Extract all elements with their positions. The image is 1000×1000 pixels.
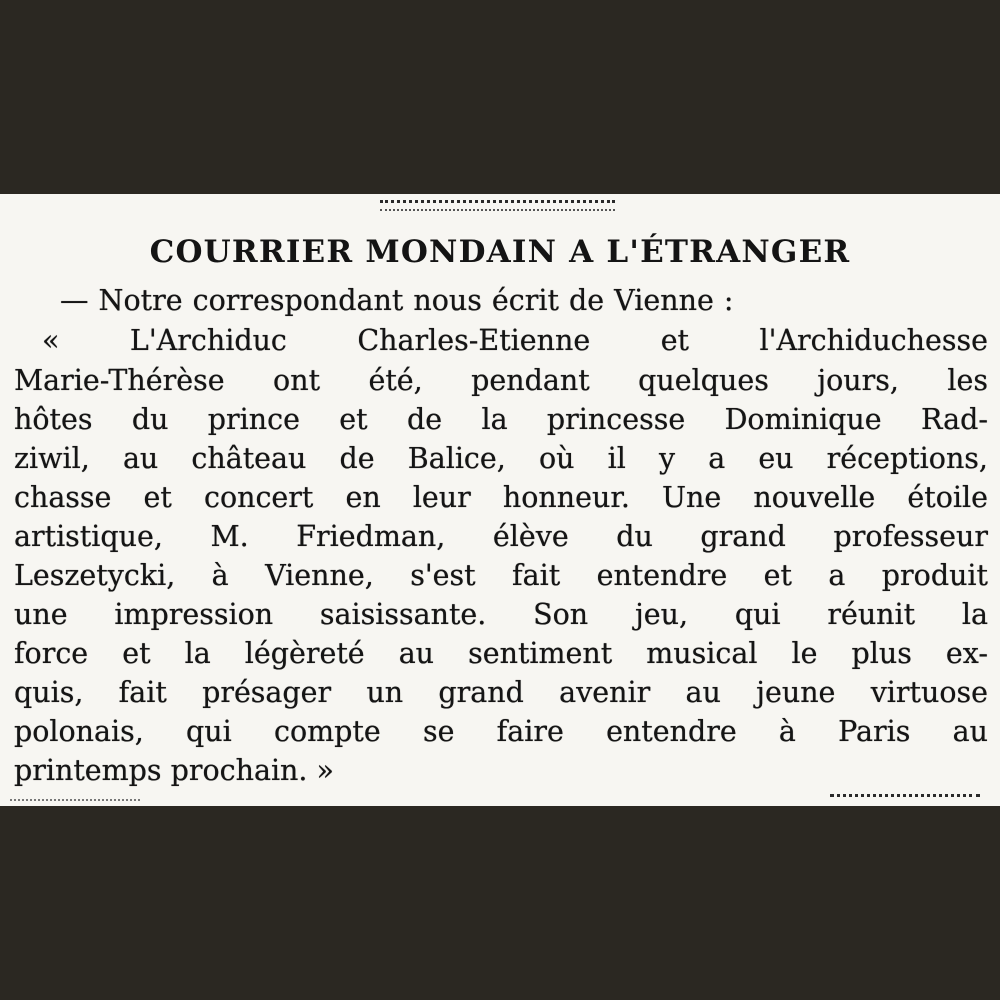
article-line-7: artistique, M. Friedman, élève du grand professeur — [14, 520, 988, 553]
article-line-10: force et la légèreté au sentiment musical le plus ex- — [14, 637, 988, 670]
decorative-rule-bottom-left — [10, 799, 140, 804]
article-line-2: « L'Archiduc Charles-Etienne et l'Archiduchesse — [42, 324, 988, 357]
decorative-rule-top — [380, 200, 615, 211]
article-line-13: printemps prochain. » — [14, 754, 334, 787]
newspaper-clipping — [0, 194, 1000, 806]
article-line-3: Marie-Thérèse ont été, pendant quelques jours, les — [14, 364, 988, 397]
article-line-6: chasse et concert en leur honneur. Une nouvelle étoile — [14, 481, 988, 514]
article-heading: COURRIER MONDAIN A L'ÉTRANGER — [149, 234, 851, 270]
article-line-9: une impression saisissante. Son jeu, qui réunit la — [14, 598, 988, 631]
decorative-rule-bottom-right — [830, 794, 980, 802]
article-line-4: hôtes du prince et de la princesse Dominique Rad- — [14, 403, 988, 436]
article-line-1: — Notre correspondant nous écrit de Vienne : — [60, 284, 734, 317]
article-line-8: Leszetycki, à Vienne, s'est fait entendre et a produit — [14, 559, 988, 592]
article-line-5: ziwil, au château de Balice, où il y a eu réceptions, — [14, 442, 988, 475]
article-line-11: quis, fait présager un grand avenir au jeune virtuose — [14, 676, 988, 709]
article-line-12: polonais, qui compte se faire entendre à Paris au — [14, 715, 988, 748]
